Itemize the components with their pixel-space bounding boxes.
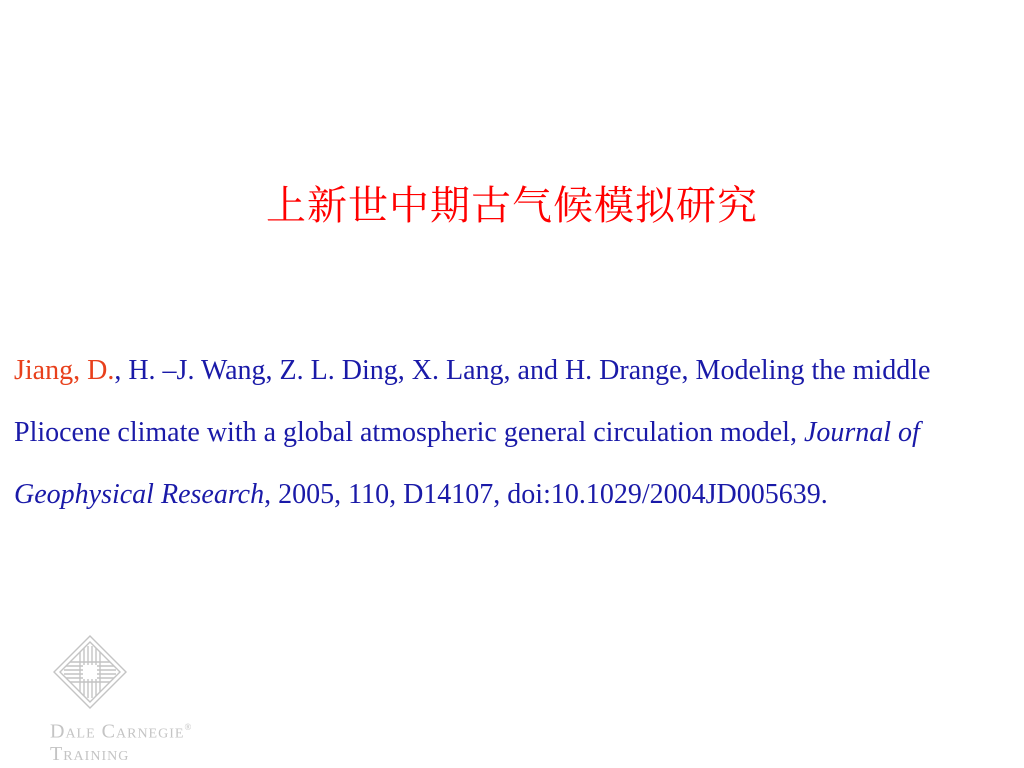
logo-line1: Dale Carnegie [50, 720, 185, 743]
logo-registered: ® [184, 722, 193, 732]
logo-wordmark [50, 716, 192, 765]
slide-title: 上新世中期古气候模拟研究 [266, 183, 758, 229]
dale-carnegie-logo [50, 632, 250, 764]
citation-authors-rest: , H. –J. Wang, Z. L. Ding, X. Lang, and H. Drange, Modeling the middle Pliocene climate with a global atmospheric general circulation model, [14, 355, 931, 448]
citation-author-highlight: Jiang, D. [14, 355, 115, 386]
citation-details: , 2005, 110, D14107, doi:10.1029/2004JD005639. [264, 479, 828, 510]
logo-mark-icon [50, 632, 130, 712]
citation-journal: Journal of Geophysical Research [14, 417, 920, 510]
citation [14, 340, 1014, 526]
logo-line2: Training [50, 742, 130, 765]
